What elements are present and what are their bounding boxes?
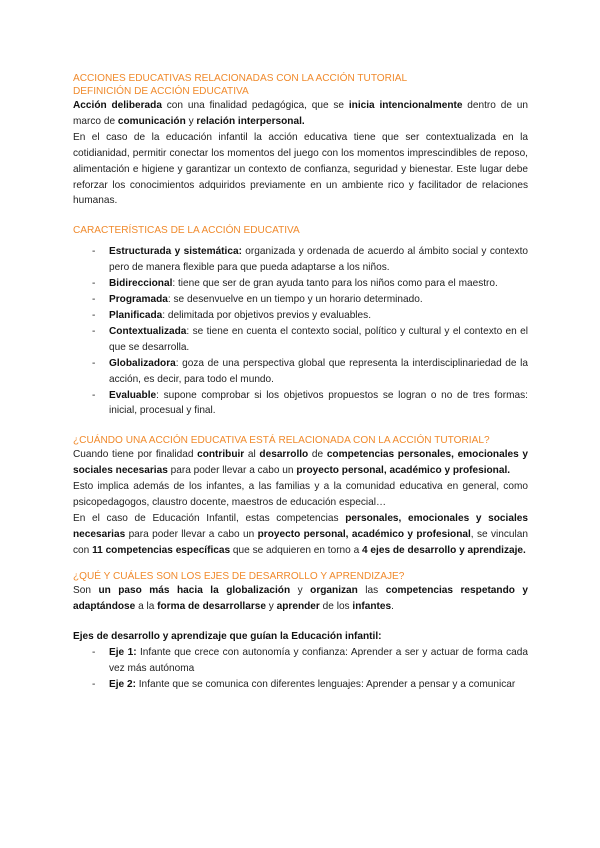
characteristics-list (73, 244, 528, 419)
list-item: - Eje 1: Infante que crece con autonomía y confianza: Aprender a ser y actuar de forma cada vez más autónoma (109, 645, 528, 677)
axes-list-title: Ejes de desarrollo y aprendizaje que guían la Educación infantil: (73, 631, 382, 643)
list-item: - Evaluable: supone comprobar si los objetivos propuestos se logran o no de tres formas: inicial, procesual y final. (109, 388, 528, 420)
list-item: - Contextualizada: se tiene en cuenta el contexto social, político y cultural y el contexto en el que se desarrolla. (109, 324, 528, 356)
definition-heading: DEFINICIÓN DE ACCIÓN EDUCATIVA (73, 86, 249, 97)
axes-paragraph: Son un paso más hacia la globalización y organizan las competencias respetando y adaptándose a la forma de desarrollarse y aprender de los infantes. (73, 584, 529, 612)
definition-paragraph: Acción deliberada con una finalidad pedagógica, que se inicia intencionalmente dentro de un marco de comunicación y relación interpersonal. (73, 100, 528, 127)
tutorial-relation-heading: ¿CUÁNDO UNA ACCIÓN EDUCATIVA ESTÁ RELACIONADA CON LA ACCIÓN TUTORIAL? (73, 435, 490, 447)
tutorial-relation-paragraph: Cuando tiene por finalidad contribuir al desarrollo de competencias personales, emocionales y sociales necesarias para poder llevar a cabo un proyecto personal, académico y profesional. (73, 449, 529, 477)
axes-list (73, 645, 528, 693)
axes-heading: ¿QUÉ Y CUÁLES SON LOS EJES DE DESARROLLO Y APRENDIZAJE? (73, 570, 405, 582)
implication-paragraph: Esto implica además de los infantes, a las familias y a la comunidad educativa en general, como psicopedagogos, claustro docente, maestros de educación especial… (73, 481, 528, 509)
competencies-paragraph: En el caso de Educación Infantil, estas competencias personales, emocionales y sociales necesarias para poder llevar a cabo un proyecto personal, académico y profesional, se vinculan con 11 competencias específicas que se adquieren en torno a 4 ejes de desarrollo y aprendizaje. (73, 512, 529, 556)
document-title: ACCIONES EDUCATIVAS RELACIONADAS CON LA ACCIÓN TUTORIAL (73, 73, 408, 84)
context-paragraph: En el caso de la educación infantil la acción educativa tiene que ser contextualizada en la cotidianidad, permitir conectar los momentos del juego con los momentos imprescindibles de reposo, alimentación e higiene y garantizar un contexto de confianza, seguridad y bienestar. Este lugar debe reforzar los conocimientos adquiridos previamente en un ambiente rico y facilitador de relaciones humanas. (73, 131, 528, 207)
list-item: - Eje 2: Infante que se comunica con diferentes lenguajes: Aprender a pensar y a comunicar (109, 677, 528, 693)
list-item: - Bidireccional: tiene que ser de gran ayuda tanto para los niños como para el maestro. (109, 276, 528, 292)
list-item: - Planificada: delimitada por objetivos previos y evaluables. (109, 308, 528, 324)
list-item: - Programada: se desenvuelve en un tiempo y un horario determinado. (109, 292, 528, 308)
list-item: - Globalizadora: goza de una perspectiva global que representa la interdisciplinariedad de la acción, es decir, para todo el mundo. (109, 356, 528, 388)
list-item: - Estructurada y sistemática: organizada y ordenada de acuerdo al ámbito social y contexto pero de manera flexible para que pueda adaptarse a los niños. (109, 244, 528, 276)
characteristics-heading: CARACTERÍSTICAS DE LA ACCIÓN EDUCATIVA (73, 225, 300, 237)
